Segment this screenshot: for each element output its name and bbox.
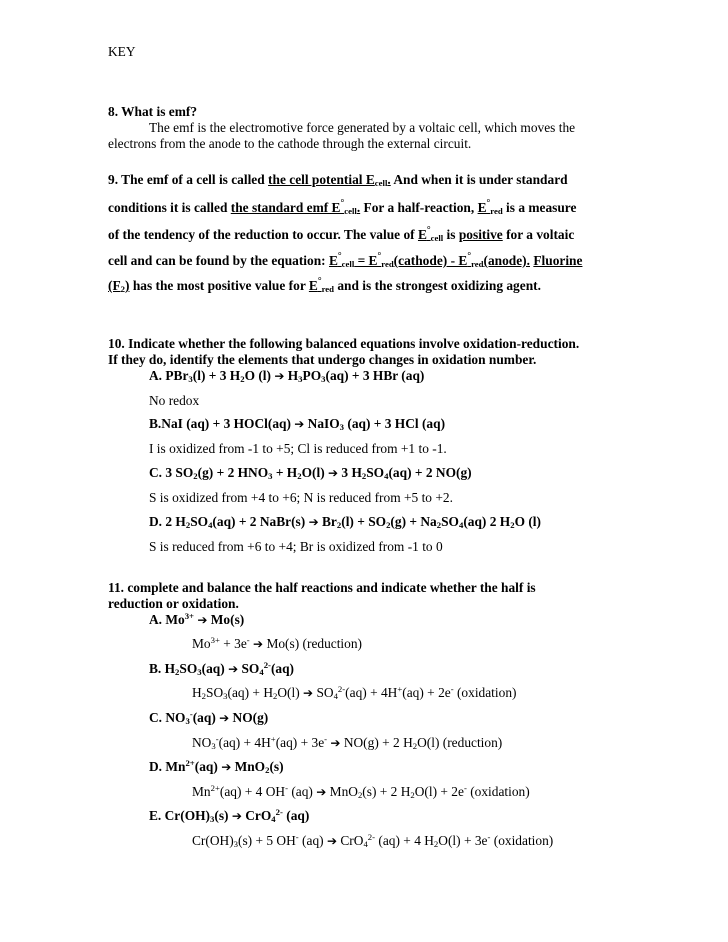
- q10-equation-c: C. 3 $SO_2(g) + 2$ $HNO_3 + H_2O(l)$ ➔ 3 $H_2SO_4(aq) + 2$ NO(g): [149, 465, 472, 482]
- q9-line-3: of the tendency of the reduction to occur. The value of $E^\circ_{cell}$ is positive for a voltaic: [108, 225, 575, 244]
- q11-equation-d: D. $Mn^{2+}(aq)$ ➔ MnO$_2$(s): [149, 758, 284, 776]
- q11-answer-d: $Mn^{2+}(aq) + 4$ OH- (aq) ➔ MnO$_2$(s) + 2 $H_2O(l) + 2e^-$ (oxidation): [192, 783, 530, 801]
- q10-equation-b: B.NaI (aq) + 3 HOCl(aq) ➔ NaIO$_3$ (aq) + 3 HCl (aq): [149, 416, 446, 433]
- q8-question: 8. What is emf?: [108, 104, 198, 119]
- q10-answer-c: S is oxidized from +4 to +6; N is reduced from +5 to +2.: [149, 490, 453, 505]
- q10-equation-a: A. PBr$_3$(l) + 3 $H_2O$ (l) ➔ $H_3PO_3(aq) + 3$ HBr (aq): [149, 368, 425, 385]
- q11-answer-c: $NO_3^-(aq) + 4H^+(aq) + 3e^-$ ➔ NO(g) + 2 $H_2O(l)$ (reduction): [192, 734, 503, 752]
- answer-key-header: KEY: [108, 44, 136, 59]
- q9-line-1: 9. The emf of a cell is called the cell potential $E_{cell}$. And when it is under standard: [108, 172, 568, 189]
- q11-equation-c: C. $NO_3^-(aq)$ ➔ NO(g): [149, 709, 269, 727]
- q11-answer-a: $Mo^{3+} + 3e^-$ ➔ Mo(s) (reduction): [192, 635, 363, 651]
- q11-equation-a: A. $Mo^{3+}$ ➔ Mo(s): [149, 611, 245, 627]
- q8-answer-line-2: electrons from the anode to the cathode through the external circuit.: [108, 136, 472, 151]
- q11-answer-b: $H_2SO_3(aq) + H_2O(l)$ ➔ $SO_4^{2-}(aq) + 4H^+(aq) + 2e^-$ (oxidation): [192, 684, 517, 702]
- q8-answer-line-1: The emf is the electromotive force generated by a voltaic cell, which moves the: [149, 120, 576, 135]
- q11-prompt-line-2: reduction or oxidation.: [108, 596, 239, 611]
- q9-line-2: conditions it is called the standard emf $E^\circ_{cell}$. For a half-reaction, $E^\circ_{red}$ is a measure: [108, 198, 577, 217]
- q10-prompt-line-1: 10. Indicate whether the following balanced equations involve oxidation-reduction.: [108, 336, 580, 351]
- q10-equation-d: D. 2 $H_2SO_4(aq) + 2$ NaBr(s) ➔ $Br_2(l) + SO_2(g) + Na_2SO_4(aq)$ 2 $H_2O$ (l): [149, 514, 541, 531]
- q9-line-4: cell and can be found by the equation: $E^\circ_{cell}$ = $E^\circ_{red}(cathode)$ - $E^\circ_{red}(anode)$. Fluorine: [108, 251, 583, 270]
- q11-equation-e: E. $Cr(OH)_3(s)$ ➔ CrO$_4^{2-}$ (aq): [149, 807, 310, 825]
- q10-answer-d: S is reduced from +6 to +4; Br is oxidized from -1 to 0: [149, 539, 443, 554]
- q10-answer-b: I is oxidized from -1 to +5; Cl is reduced from +1 to -1.: [149, 441, 447, 456]
- q9-line-5: $(F_2)$ has the most positive value for $E^\circ_{red}$ and is the strongest oxidizing agent.: [108, 276, 541, 295]
- q11-equation-b: B. $H_2SO_3(aq)$ ➔ $SO_4^{2-}(aq)$: [149, 660, 295, 678]
- q10-prompt-line-2: If they do, identify the elements that undergo changes in oxidation number.: [108, 352, 537, 367]
- q11-prompt-line-1: 11. complete and balance the half reactions and indicate whether the half is: [108, 580, 536, 595]
- q11-answer-e: $Cr(OH)_3(s) + 5$ OH- (aq) ➔ CrO$_4^{2-}$ (aq) + 4 $H_2O(l) + 3e^-$ (oxidation): [192, 832, 554, 850]
- q10-answer-a: No redox: [149, 393, 200, 408]
